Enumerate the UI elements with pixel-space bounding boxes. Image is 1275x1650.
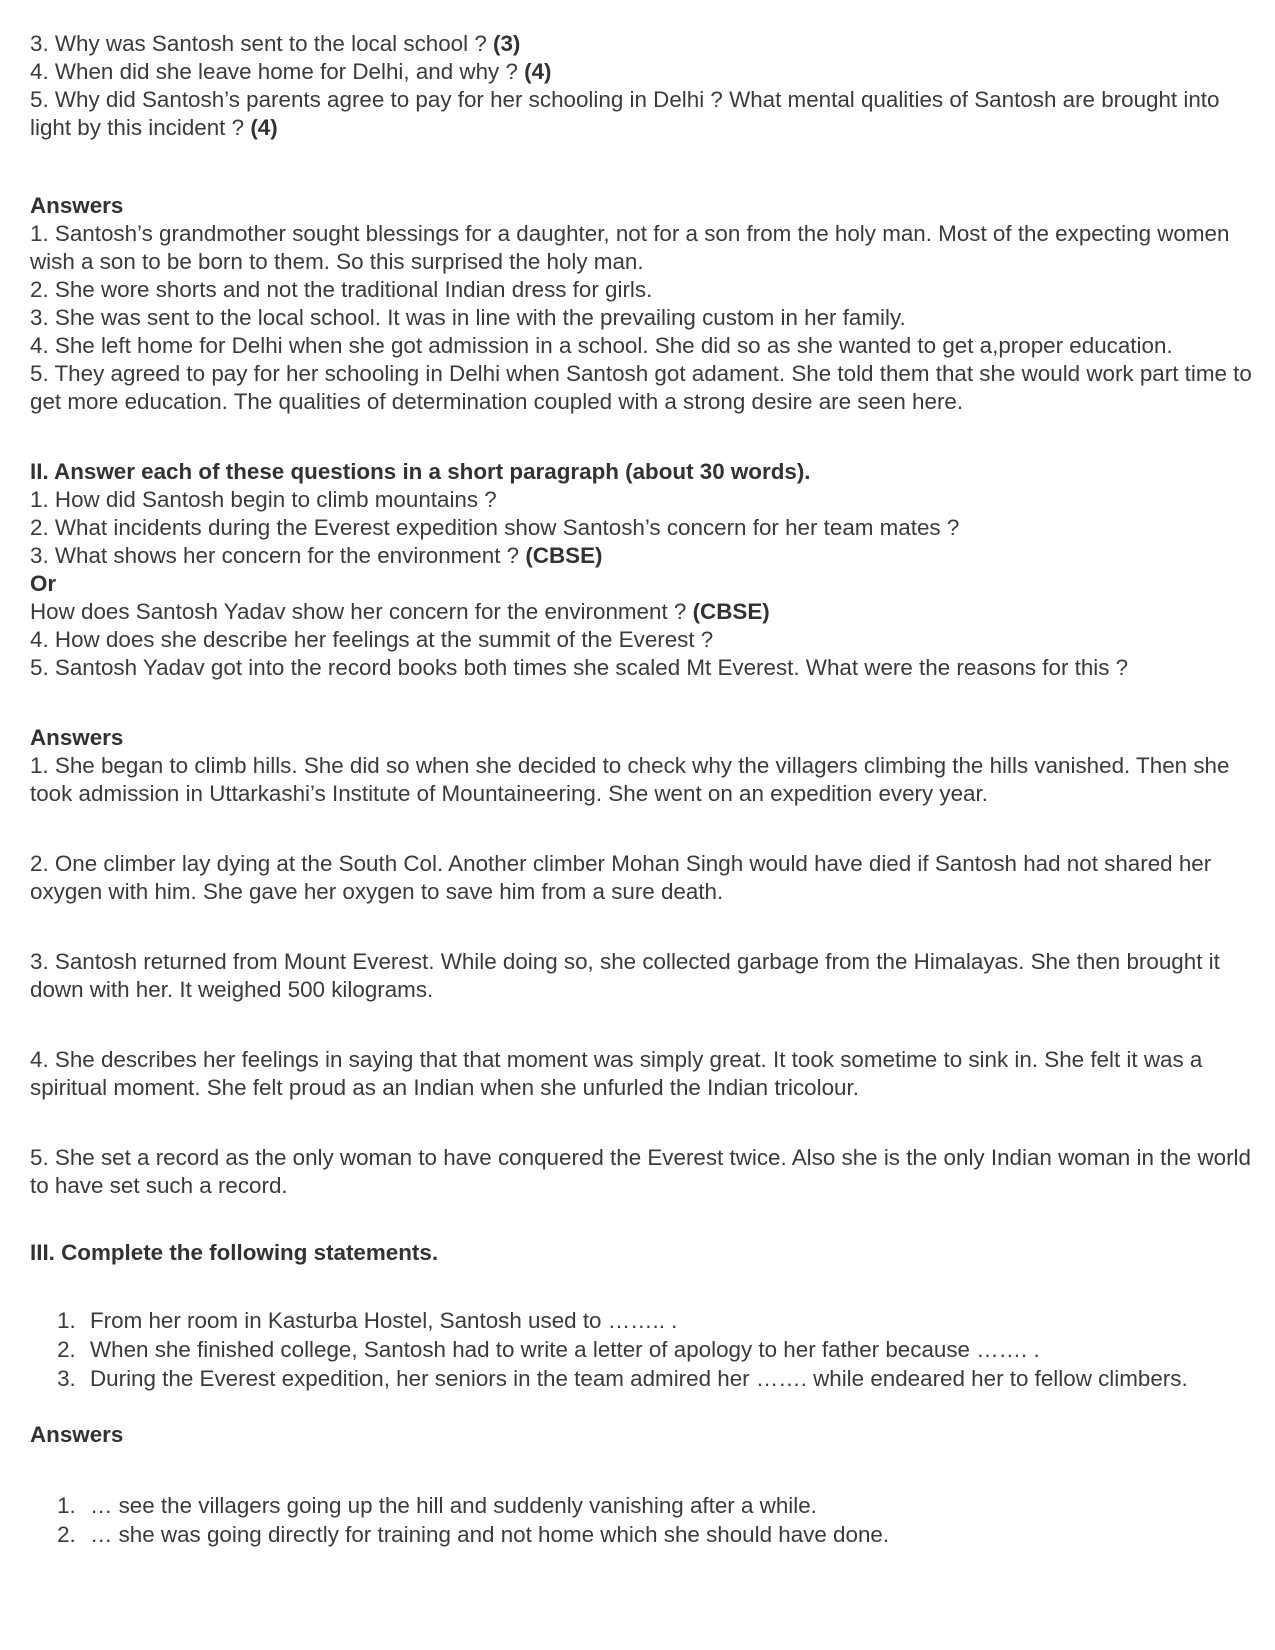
section-3-heading: III. Complete the following statements. — [30, 1240, 439, 1265]
section2-question-3-alt — [30, 598, 1257, 626]
statement-3: 3. During the Everest expedition, her seniors in the team admired her ……. while endeared her to fellow climbers. — [82, 1364, 1257, 1393]
section2-question-3-text: 3. What shows her concern for the environment ? — [30, 543, 520, 568]
section1-answer-1: 1. Santosh’s grandmother sought blessings for a daughter, not for a son from the holy man. Most of the expecting women wish a son to be born to them. So this surprised the holy man. — [30, 221, 1230, 274]
statement-1: 1. From her room in Kasturba Hostel, Santosh used to …….. . — [82, 1306, 1257, 1335]
section2-question-3 — [30, 542, 1257, 570]
section1-answer-5: 5. They agreed to pay for her schooling in Delhi when Santosh got adament. She told them that she would work part time to get more education. The qualities of determination coupled with a strong desire are seen here. — [30, 361, 1252, 414]
answers-heading-2: Answers — [30, 725, 124, 750]
question-5-text: 5. Why did Santosh’s parents agree to pay for her schooling in Delhi ? What mental qualities of Santosh are brought into light by this incident ? — [30, 87, 1220, 140]
section2-answer-5: 5. She set a record as the only woman to have conquered the Everest twice. Also she is the only Indian woman in the world to have set such a record. — [30, 1145, 1251, 1198]
statement-2: 2. When she finished college, Santosh had to write a letter of apology to her father because ……. . — [82, 1335, 1257, 1364]
section1-answer-2: 2. She wore shorts and not the traditional Indian dress for girls. — [30, 277, 653, 302]
question-3-text: 3. Why was Santosh sent to the local school ? — [30, 31, 487, 56]
section2-question-3-alt-marks: (CBSE) — [692, 599, 770, 624]
statement-answer-1: 1. … see the villagers going up the hill and suddenly vanishing after a while. — [82, 1491, 1257, 1520]
section-2-heading: II. Answer each of these questions in a short paragraph (about 30 words). — [30, 459, 811, 484]
section2-question-1: 1. How did Santosh begin to climb mountains ? — [30, 487, 497, 512]
question-3 — [30, 30, 1257, 58]
question-4-text: 4. When did she leave home for Delhi, and why ? — [30, 59, 518, 84]
statements-answers-list — [30, 1491, 1257, 1549]
section2-answer-3: 3. Santosh returned from Mount Everest. While doing so, she collected garbage from the Himalayas. She then brought it down with her. It weighed 500 kilograms. — [30, 949, 1220, 1002]
statement-answer-2: 2. … she was going directly for training and not home which she should have done. — [82, 1520, 1257, 1549]
section1-answer-3: 3. She was sent to the local school. It was in line with the prevailing custom in her family. — [30, 305, 906, 330]
question-4 — [30, 58, 1257, 86]
answers-heading-3: Answers — [30, 1422, 124, 1447]
section2-question-2: 2. What incidents during the Everest expedition show Santosh’s concern for her team mates ? — [30, 515, 960, 540]
section1-answer-4: 4. She left home for Delhi when she got admission in a school. She did so as she wanted to get a,proper education. — [30, 333, 1173, 358]
section2-question-3-marks: (CBSE) — [525, 543, 603, 568]
section2-question-5: 5. Santosh Yadav got into the record books both times she scaled Mt Everest. What were the reasons for this ? — [30, 655, 1129, 680]
section2-question-3-alt-text: How does Santosh Yadav show her concern for the environment ? — [30, 599, 687, 624]
section2-answer-1: 1. She began to climb hills. She did so when she decided to check why the villagers climbing the hills vanished. Then she took admission in Uttarkashi’s Institute of Mountaineering. She went on an expedition every year. — [30, 753, 1230, 806]
question-4-marks: (4) — [524, 59, 552, 84]
section2-answer-2: 2. One climber lay dying at the South Col. Another climber Mohan Singh would have died if Santosh had not shared her oxygen with him. She gave her oxygen to save him from a sure death. — [30, 851, 1212, 904]
statements-list — [30, 1306, 1257, 1393]
section2-answer-4: 4. She describes her feelings in saying that that moment was simply great. It took sometime to sink in. She felt it was a spiritual moment. She felt proud as an Indian when she unfurled the Indian tricolour. — [30, 1047, 1203, 1100]
question-5 — [30, 86, 1257, 142]
question-3-marks: (3) — [493, 31, 521, 56]
answers-heading-1: Answers — [30, 193, 124, 218]
section2-question-4: 4. How does she describe her feelings at the summit of the Everest ? — [30, 627, 714, 652]
question-5-marks: (4) — [250, 115, 278, 140]
or-label: Or — [30, 571, 57, 596]
